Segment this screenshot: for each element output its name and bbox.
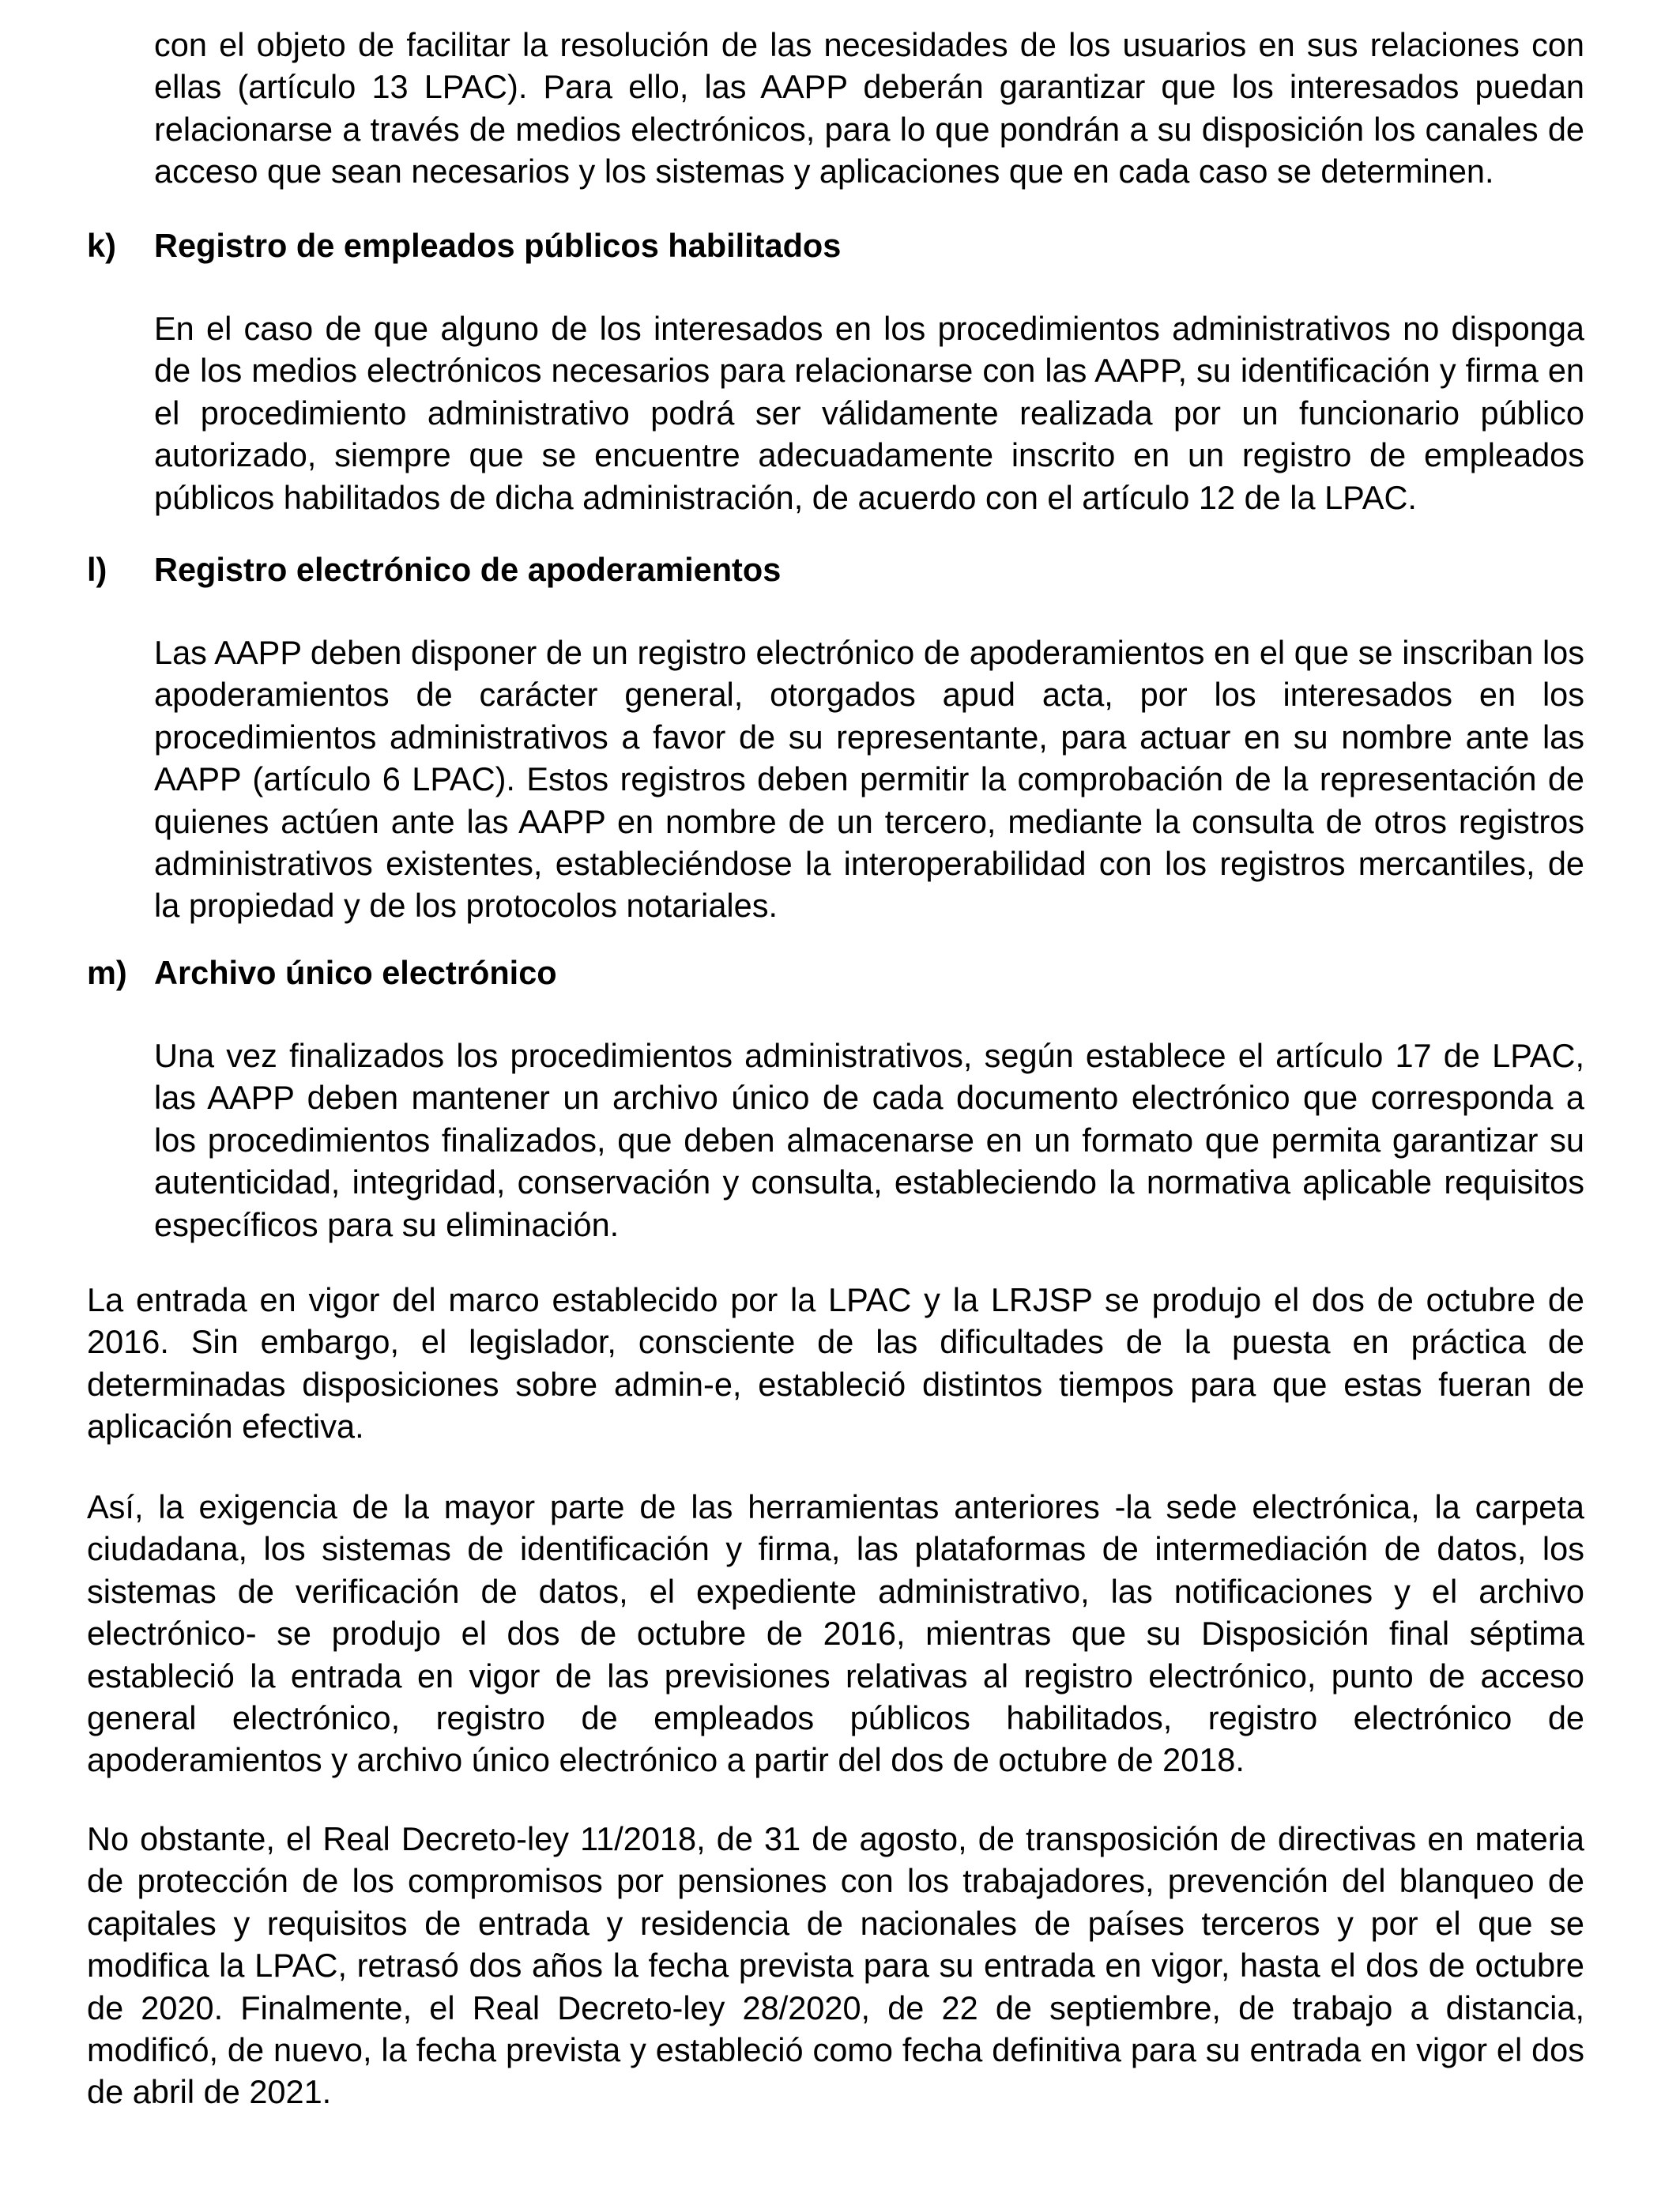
body-paragraph-1: La entrada en vigor del marco establecido por la LPAC y la LRJSP se produjo el dos de octubre de 2016. Sin embargo, el legislador, consciente de las dificultades de la puesta en práctica de determinadas disposiciones sobre admin-e, estableció distintos tiempos para que estas fueran de aplicación efectiva.	[87, 1281, 1584, 1446]
section-heading-l	[87, 548, 1584, 590]
section-body-m: Una vez finalizados los procedimientos administrativos, según establece el artículo 17 de LPAC, las AAPP deben mantener un archivo único de cada documento electrónico que corresponda a los procedimientos finalizados, que deben almacenarse en un formato que permita garantizar su autenticidad, integridad, conservación y consulta, estableciendo la normativa aplicable requisitos específicos para su eliminación.	[154, 1037, 1584, 1243]
section-marker: l)	[87, 551, 107, 588]
section-marker: k)	[87, 227, 116, 264]
section-title: Archivo único electrónico	[154, 954, 557, 991]
section-title: Registro de empleados públicos habilitados	[154, 227, 842, 264]
section-marker: m)	[87, 954, 127, 991]
section-body-l: Las AAPP deben disponer de un registro electrónico de apoderamientos en el que se inscriban los apoderamientos de carácter general, otorgados apud acta, por los interesados en los procedimientos administrativos a favor de su representante, para actuar en su nombre ante las AAPP (artículo 6 LPAC). Estos registros deben permitir la comprobación de la representación de quienes actúen ante las AAPP en nombre de un tercero, mediante la consulta de otros registros administrativos existentes, estableciéndose la interoperabilidad con los registros mercantiles, de la propiedad y de los protocolos notariales.	[154, 634, 1584, 925]
body-paragraph-3: No obstante, el Real Decreto-ley 11/2018, de 31 de agosto, de transposición de directivas en materia de protección de los compromisos por pensiones con los trabajadores, prevención del blanqueo de capitales y requisitos de entrada y residencia de nacionales de países terceros y por el que se modifica la LPAC, retrasó dos años la fecha prevista para su entrada en vigor, hasta el dos de octubre de 2020. Finalmente, el Real Decreto-ley 28/2020, de 22 de septiembre, de trabajo a distancia, modificó, de nuevo, la fecha prevista y estableció como fecha definitiva para su entrada en vigor el dos de abril de 2021.	[87, 1820, 1584, 2111]
intro-paragraph: con el objeto de facilitar la resolución de las necesidades de los usuarios en sus relaciones con ellas (artículo 13 LPAC). Para ello, las AAPP deberán garantizar que los interesados puedan relacionarse a través de medios electrónicos, para lo que pondrán a su disposición los canales de acceso que sean necesarios y los sistemas y aplicaciones que en cada caso se determinen.	[154, 26, 1584, 190]
body-paragraph-2: Así, la exigencia de la mayor parte de las herramientas anteriores -la sede electrónica, la carpeta ciudadana, los sistemas de identificación y firma, las plataformas de intermediación de datos, los sistemas de verificación de datos, el expediente administrativo, las notificaciones y el archivo electrónico- se produjo el dos de octubre de 2016, mientras que su Disposición final séptima estableció la entrada en vigor de las previsiones relativas al registro electrónico, punto de acceso general electrónico, registro de empleados públicos habilitados, registro electrónico de apoderamientos y archivo único electrónico a partir del dos de octubre de 2018.	[87, 1488, 1584, 1779]
section-heading-k	[87, 224, 1584, 266]
section-heading-m	[87, 952, 1584, 993]
section-body-k: En el caso de que alguno de los interesados en los procedimientos administrativos no disponga de los medios electrónicos necesarios para relacionarse con las AAPP, su identificación y firma en el procedimiento administrativo podrá ser válidamente realizada por un funcionario público autorizado, siempre que se encuentre adecuadamente inscrito en un registro de empleados públicos habilitados de dicha administración, de acuerdo con el artículo 12 de la LPAC.	[154, 310, 1584, 516]
section-title: Registro electrónico de apoderamientos	[154, 551, 782, 588]
